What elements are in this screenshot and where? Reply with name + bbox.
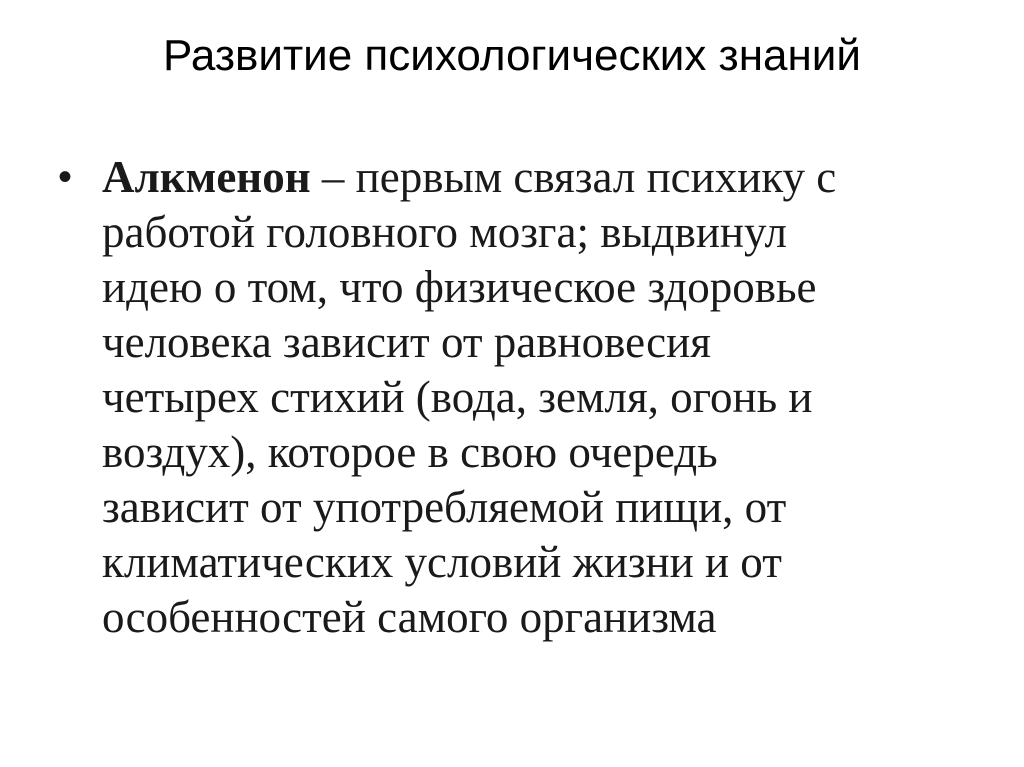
bullet-marker: • xyxy=(58,155,73,199)
bullet-line: климатических условий жизни и от xyxy=(102,537,782,587)
bullet-line: воздух), которое в свою очередь xyxy=(102,427,718,477)
bullet-item xyxy=(58,150,938,645)
bullet-line xyxy=(102,150,938,205)
bullet-line: человека зависит от равновесия xyxy=(102,317,711,367)
bullet-text: – первым связал психику с xyxy=(310,152,837,202)
bullet-line: четырех стихий (вода, земля, огонь и xyxy=(102,372,813,422)
bullet-line: идею о том, что физическое здоровье xyxy=(102,262,817,312)
bullet-term: Алкменон xyxy=(102,152,311,202)
bullet-line: зависит от употребляемой пищи, от xyxy=(102,482,787,532)
bullet-line: особенностей самого организма xyxy=(102,592,717,642)
bullet-list xyxy=(58,150,938,645)
bullet-line: работой головного мозга; выдвинул xyxy=(102,207,787,257)
slide-title: Развитие психологических знаний xyxy=(163,31,861,80)
